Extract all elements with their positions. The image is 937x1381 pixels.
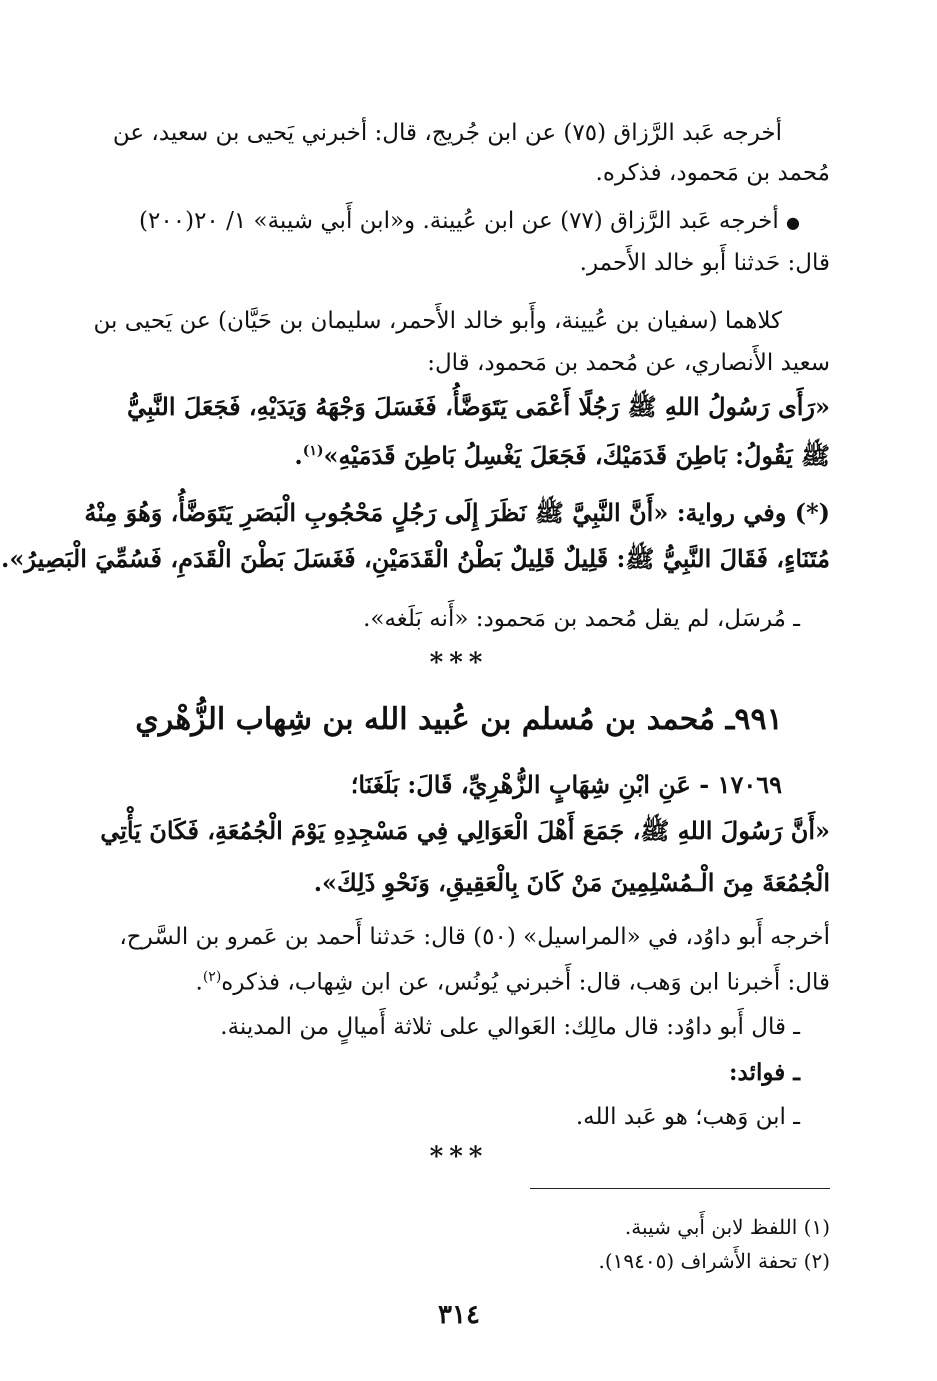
subheading-benefits: ـ فوائد: — [729, 1059, 800, 1086]
section-heading: ٩٩١ـ مُحمد بن مُسلم بن عُبيد الله بن شِهاب الزُّهْري — [135, 702, 783, 737]
text-line: ـ ابن وَهب؛ هو عَبد الله. — [575, 1104, 800, 1130]
hadith-text: الْجُمُعَةَ مِنَ الْـمُسْلِمِينَ مَنْ كَانَ بِالْعَقِيقِ، وَنَحْوِ ذَلِكَ». — [313, 868, 830, 897]
hadith-text: مُتَنَاءٍ، فَقَالَ النَّبِيُّ ﷺ: قَلِيلٌ قَلِيلٌ بَطْنُ الْقَدَمَيْنِ، فَغَسَلَ بَطْنَ الْقَدَمِ، فَسُمِّيَ الْبَصِيرُ». — [0, 544, 830, 573]
text-line: سعيد الأَنصاري، عن مُحمد بن مَحمود، قال: — [427, 350, 830, 376]
text-line: ـ مُرسَل، لم يقل مُحمد بن مَحمود: «أَنه بَلَغه». — [363, 606, 800, 632]
hadith-text: ﷺ يَقُولُ: بَاطِنَ قَدَمَيْكَ، فَجَعَلَ يَغْسِلُ بَاطِنَ قَدَمَيْهِ»$^{(١)}$. — [294, 441, 830, 470]
text-line: ـ قال أَبو داوُد: قال مالِك: العَوالي على ثلاثة أَميالٍ من المدينة. — [220, 1014, 800, 1040]
hadith-text: (*) وفي رواية: «أَنَّ النَّبِيَّ ﷺ نَظَرَ إِلَى رَجُلٍ مَحْجُوبِ الْبَصَرِ يَتَوَضَّأُ، وَهُوَ مِنْهُ — [84, 498, 830, 527]
hadith-text: «رَأَى رَسُولُ اللهِ ﷺ رَجُلًا أَعْمَى يَتَوَضَّأُ، فَغَسَلَ وَجْهَهُ وَيَدَيْهِ، فَجَعَلَ النَّبِيُّ — [127, 392, 830, 421]
text-line: أخرجه عَبد الرَّزاق (٧٥) عن ابن جُريج، قال: أخبرني يَحيى بن سعيد، عن — [112, 120, 782, 146]
hadith-number-line: ١٧٠٦٩ - عَنِ ابْنِ شِهَابٍ الزُّهْرِيِّ، قَالَ: بَلَغَنَا؛ — [350, 770, 782, 799]
separator-stars: *** — [429, 1142, 489, 1172]
hadith-text: «أَنَّ رَسُولَ اللهِ ﷺ، جَمَعَ أَهْلَ الْعَوَالِي فِي مَسْجِدِهِ يَوْمَ الْجُمُعَةِ، فَكَانَ يَأْتِي — [100, 816, 830, 845]
footnote-ref: (٢) — [202, 969, 222, 985]
text-line: أخرجه أَبو داوُد، في «المراسيل» (٥٠) قال: حَدثنا أَحمد بن عَمرو بن السَّرح، — [119, 924, 830, 950]
separator-stars: *** — [429, 648, 489, 678]
footnote-divider — [530, 1188, 830, 1189]
page-number: ٣١٤ — [438, 1300, 480, 1330]
text-line: كلاهما (سفيان بن عُيينة، وأَبو خالد الأَحمر، سليمان بن حَيَّان) عن يَحيى بن — [93, 308, 782, 334]
footnote-ref: (١) — [302, 443, 324, 459]
bullet-line: ● أخرجه عَبد الرَّزاق (٧٧) عن ابن عُيينة. و«ابن أَبي شيبة» ١/ ٢٠(٢٠٠) — [139, 208, 800, 234]
text-line: قال: أَخبرنا ابن وَهب، قال: أَخبرني يُونُس، عن ابن شِهاب، فذكره$^{(٢)}$. — [195, 969, 830, 996]
text-line: مُحمد بن مَحمود، فذكره. — [595, 160, 830, 186]
bullet-icon: ● — [786, 213, 800, 232]
footnote: (١) اللفظ لابن أَبي شيبة. — [624, 1215, 830, 1239]
footnote: (٢) تحفة الأَشراف (١٩٤٠٥). — [598, 1249, 830, 1273]
text-line: قال: حَدثنا أَبو خالد الأَحمر. — [579, 250, 830, 276]
